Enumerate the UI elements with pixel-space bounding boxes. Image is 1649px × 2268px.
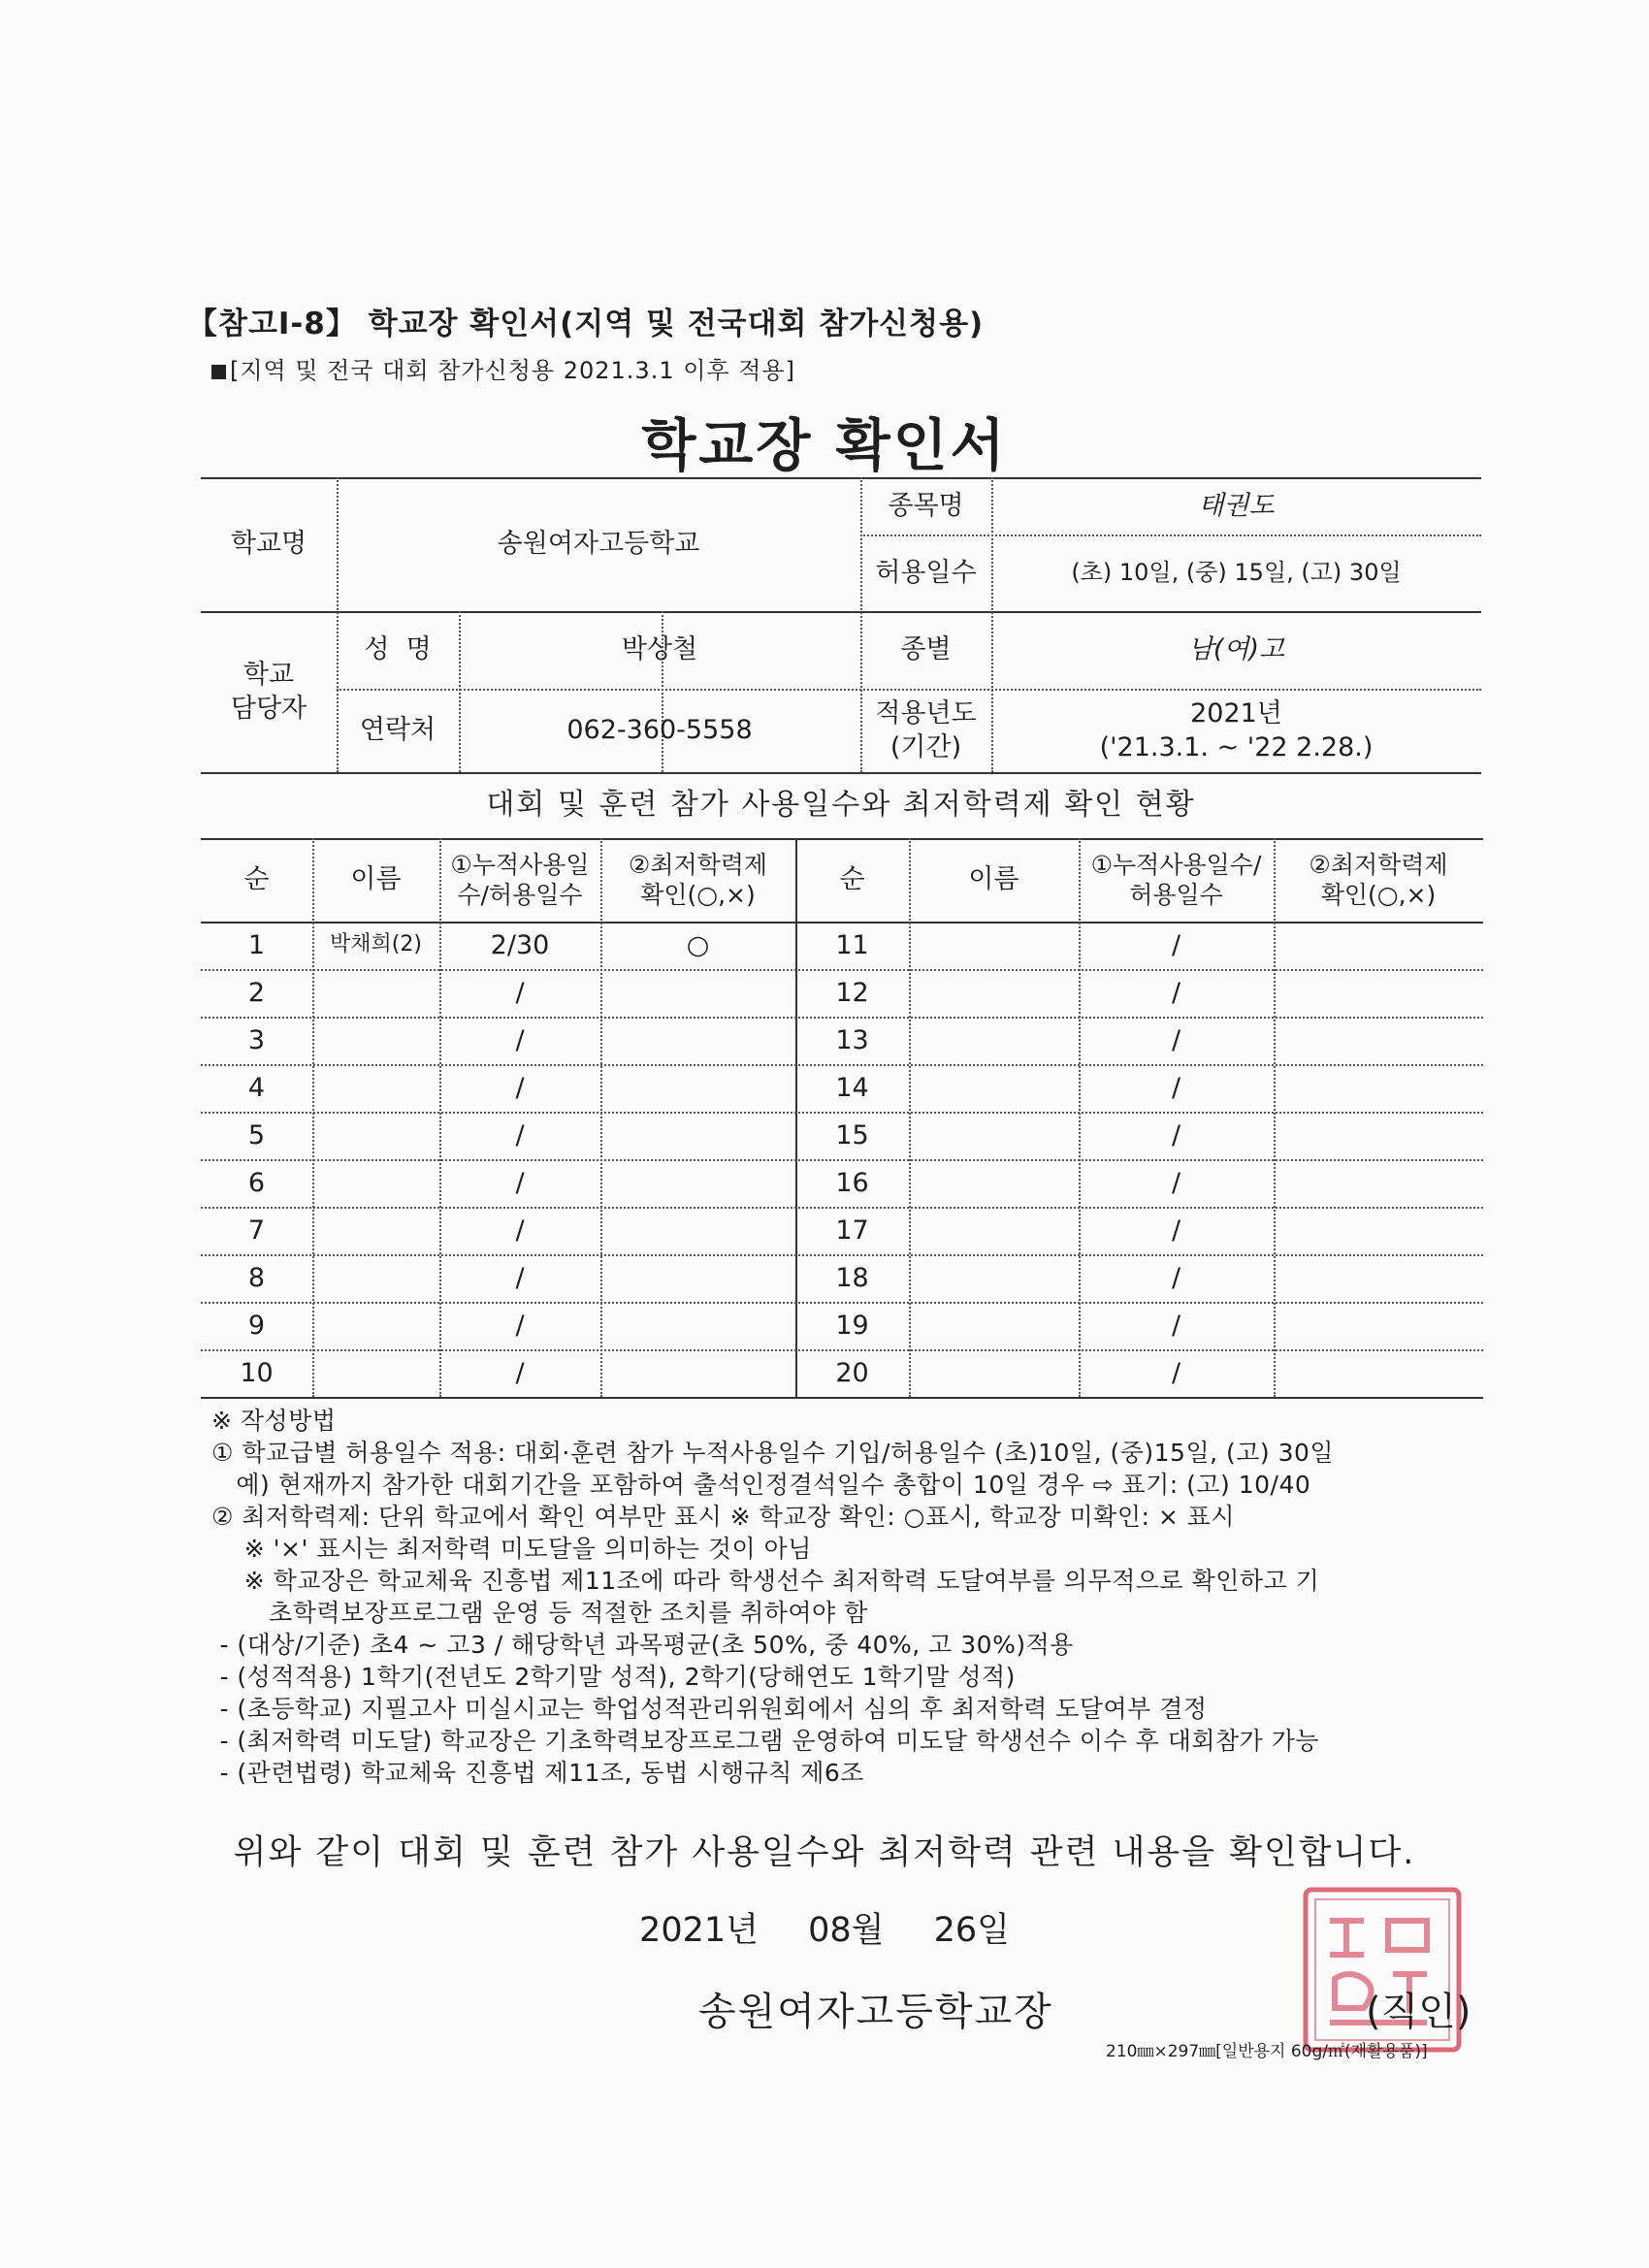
min-academic-check-right [1274, 1112, 1483, 1159]
days-used-left: / [515, 1310, 525, 1341]
note-line: - (관련법령) 학교체육 진흥법 제11조, 동법 시행규칙 제6조 [211, 1759, 864, 1787]
header-check-left [600, 838, 795, 922]
type-label: 종별 [900, 634, 952, 665]
page-title: 학교장 확인서 [641, 412, 1008, 478]
min-academic-check-right [1274, 969, 1483, 1017]
row-number-left: 3 [247, 1024, 266, 1055]
date-month: 08월 [808, 1911, 885, 1950]
header-name-left: 이름 [350, 864, 402, 895]
student-name-right [909, 1207, 1079, 1254]
header-days-right [1079, 838, 1274, 922]
note-line: - (최저학력 미도달) 학교장은 기초학력보장프로그램 운영하여 미도달 학생선수 이수 후 대회참가 가능 [211, 1727, 1320, 1755]
note-line: ① 학교급별 허용일수 적용: 대회·훈련 참가 누적사용일수 기입/허용일수 (초)10일, (중)15일, (고) 30일 [211, 1439, 1335, 1467]
days-used-left: / [515, 1357, 525, 1388]
confirmation-text: 위와 같이 대회 및 훈련 참가 사용일수와 최저학력 관련 내용을 확인합니다. [233, 1833, 1416, 1872]
note-line: - (대상/기준) 초4 ~ 고3 / 해당학년 과목평균(초 50%, 중 40%, 고 30%)적용 [211, 1631, 1074, 1659]
manager-name: 박상철 [621, 634, 698, 665]
row-number-right: 11 [835, 929, 869, 960]
note-line: ※ 작성방법 [211, 1407, 337, 1435]
row-number-right: 12 [835, 977, 869, 1008]
header-no-left: 순 [243, 864, 270, 895]
header-name-right: 이름 [968, 864, 1019, 895]
days-used-right: / [1171, 1262, 1181, 1293]
row-number-right: 14 [835, 1072, 869, 1103]
section-title: 대회 및 훈련 참가 사용일수와 최저학력제 확인 현황 [486, 788, 1196, 822]
year-label-line2: (기간) [889, 732, 962, 762]
row-number-left: 4 [247, 1072, 266, 1103]
student-name-left [312, 1017, 439, 1064]
student-name-right [909, 1254, 1079, 1302]
reference-title: 【참고Ⅰ-8】 학교장 확인서(지역 및 전국대회 참가신청용) [187, 307, 985, 341]
header-check-right [1274, 838, 1483, 922]
principal-name: 송원여자고등학교장 [698, 1990, 1053, 2034]
manager-label-line2: 담당자 [230, 694, 307, 724]
row-number-left: 6 [247, 1167, 266, 1198]
row-number-left: 7 [247, 1215, 266, 1246]
header-check-left-line2: 확인(○,×) [640, 881, 756, 909]
student-name-right [909, 1017, 1079, 1064]
min-academic-check-left [600, 1064, 795, 1112]
year-value-line1: 2021년 [1190, 697, 1282, 729]
days-used-right: / [1171, 1310, 1181, 1341]
reference-subtitle-text: [지역 및 전국 대회 참가신청용 2021.3.1 이후 적용] [230, 357, 795, 384]
min-academic-check-right [1274, 1254, 1483, 1302]
student-name-right [909, 1302, 1079, 1349]
instructions [211, 1405, 1334, 1789]
min-academic-check-left [600, 1112, 795, 1159]
student-name-left [312, 969, 439, 1017]
row-number-right: 13 [835, 1024, 869, 1055]
row-number-left: 2 [247, 977, 266, 1008]
row-number-right: 15 [835, 1119, 869, 1150]
student-name-left [312, 1254, 439, 1302]
days-used-left: / [515, 1072, 525, 1103]
days-used-left: / [515, 977, 525, 1008]
min-academic-check-right [1274, 1302, 1483, 1349]
year-value [991, 689, 1481, 772]
min-academic-check-right [1274, 1349, 1483, 1397]
days-used-left: / [515, 1167, 525, 1198]
min-academic-check-left: ○ [686, 929, 710, 960]
school-name: 송원여자고등학교 [497, 529, 700, 560]
header-check-left-line1: ②최저학력제 [628, 850, 768, 879]
days-used-right: / [1171, 1119, 1181, 1150]
header-check-right-line1: ②최저학력제 [1309, 850, 1448, 879]
row-number-right: 19 [835, 1310, 869, 1341]
header-days-left-line2: 수/허용일수 [457, 881, 583, 909]
student-name-left [312, 1159, 439, 1207]
row-number-right: 17 [835, 1215, 869, 1246]
allowed-days-value: (초) 10일, (중) 15일, (고) 30일 [1071, 558, 1402, 586]
days-used-right: / [1171, 929, 1181, 960]
min-academic-check-left [600, 1254, 795, 1302]
sport-value: 태권도 [1198, 490, 1275, 521]
allowed-days-label: 허용일수 [875, 557, 977, 588]
student-name-right [909, 1159, 1079, 1207]
min-academic-check-left [600, 969, 795, 1017]
paper-spec: 210㎜×297㎜[일반용지 60g/㎡(재활용품)] [1106, 2042, 1428, 2061]
info-form [201, 477, 1481, 786]
min-academic-check-left [600, 1159, 795, 1207]
days-used-left: 2/30 [490, 929, 550, 960]
name-label: 성 명 [364, 634, 432, 665]
note-line: - (초등학교) 지필고사 미실시교는 학업성적관리위원회에서 심의 후 최저학력 도달여부 결정 [211, 1695, 1208, 1723]
row-number-right: 18 [835, 1262, 869, 1293]
square-bullet-icon [211, 365, 226, 379]
year-label-line1: 적용년도 [875, 697, 977, 729]
days-used-left: / [515, 1024, 525, 1055]
reference-subtitle [211, 351, 795, 385]
student-name-left [312, 1302, 439, 1349]
year-value-line2: ('21.3.1. ~ '22 2.28.) [1099, 732, 1374, 762]
student-name-left [312, 1349, 439, 1397]
student-name-left [312, 1064, 439, 1112]
days-used-left: / [515, 1119, 525, 1150]
header-days-right-line1: ①누적사용일수/ [1090, 850, 1262, 879]
type-value: 남(여)고 [1187, 634, 1285, 665]
row-number-left: 10 [240, 1357, 274, 1388]
days-used-right: / [1171, 1357, 1181, 1388]
days-used-right: / [1171, 1024, 1181, 1055]
date-day: 26일 [933, 1911, 1010, 1950]
header-days-left-line1: ①누적사용일 [450, 850, 590, 879]
manager-label [201, 611, 337, 772]
days-used-left: / [515, 1215, 525, 1246]
note-line: ※ 학교장은 학교체육 진흥법 제11조에 따라 학생선수 최저학력 도달여부를 의무적으로 확인하고 기 [211, 1567, 1320, 1595]
header-days-left [439, 838, 600, 922]
row-number-left: 9 [247, 1310, 266, 1341]
min-academic-check-left [600, 1349, 795, 1397]
student-name-left [312, 1207, 439, 1254]
min-academic-check-right [1274, 1017, 1483, 1064]
row-number-right: 16 [835, 1167, 869, 1198]
min-academic-check-left [600, 1017, 795, 1064]
school-label: 학교명 [230, 529, 307, 560]
min-academic-check-right [1274, 1159, 1483, 1207]
days-used-right: / [1171, 1167, 1181, 1198]
min-academic-check-right [1274, 1064, 1483, 1112]
days-used-right: / [1171, 977, 1181, 1008]
header-days-right-line2: 허용일수 [1129, 881, 1223, 909]
min-academic-check-right [1274, 922, 1483, 969]
note-line: 초학력보장프로그램 운영 등 적절한 조치를 취하여야 함 [211, 1599, 868, 1627]
date-year: 2021년 [639, 1911, 759, 1950]
row-number-left: 8 [247, 1262, 266, 1293]
student-name-right [909, 922, 1079, 969]
days-used-right: / [1171, 1215, 1181, 1246]
participant-table [201, 838, 1483, 1397]
contact-value: 062-360-5558 [566, 715, 753, 746]
row-number-left: 1 [247, 929, 266, 960]
contact-label: 연락처 [359, 715, 436, 746]
min-academic-check-left [600, 1302, 795, 1349]
sport-label: 종목명 [888, 490, 964, 521]
note-line: ② 최저학력제: 단위 학교에서 확인 여부만 표시 ※ 학교장 확인: ○표시, 학교장 미확인: × 표시 [211, 1503, 1236, 1531]
manager-label-line1: 학교 [242, 659, 295, 690]
student-name-right [909, 1112, 1079, 1159]
student-name-right [909, 1349, 1079, 1397]
header-no-right: 순 [839, 864, 865, 895]
days-used-right: / [1171, 1072, 1181, 1103]
min-academic-check-left [600, 1207, 795, 1254]
row-number-right: 20 [835, 1357, 869, 1388]
student-name-left: 박채희(2) [330, 932, 422, 957]
note-line: - (성적적용) 1학기(전년도 2학기말 성적), 2학기(당해연도 1학기말 성적) [211, 1663, 1016, 1691]
min-academic-check-right [1274, 1207, 1483, 1254]
row-number-left: 5 [247, 1119, 266, 1150]
note-line: ※ '×' 표시는 최저학력 미도달을 의미하는 것이 아님 [211, 1535, 812, 1563]
days-used-left: / [515, 1262, 525, 1293]
student-name-right [909, 969, 1079, 1017]
student-name-left [312, 1112, 439, 1159]
official-seal-label: (직인) [1366, 1990, 1471, 2034]
header-check-right-line2: 확인(○,×) [1320, 881, 1437, 909]
student-name-right [909, 1064, 1079, 1112]
year-label [860, 689, 991, 772]
note-line: 예) 현재까지 참가한 대회기간을 포함하여 출석인정결석일수 총합이 10일 경우 ⇨ 표기: (고) 10/40 [211, 1471, 1311, 1499]
